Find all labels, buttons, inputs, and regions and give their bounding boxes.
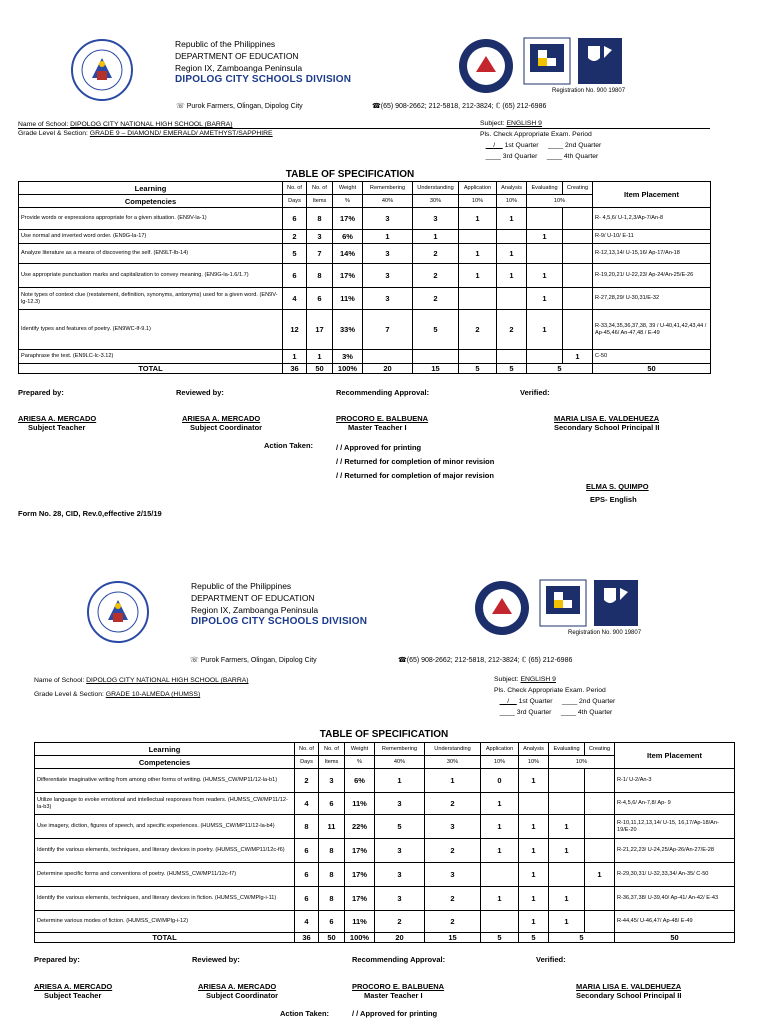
item-placement-cell: R-44,45/ U-46,47/ Ap-48/ E-49 — [615, 911, 735, 933]
understanding-cell: 3 — [425, 863, 481, 887]
divider — [18, 128, 710, 129]
competency-cell: Identify the various elements, techniques, and literary devices in poetry. (HUMSS_CW/MP11/12c-f6) — [35, 839, 295, 863]
items-cell: 8 — [307, 208, 333, 230]
evaluating-cell — [549, 793, 585, 815]
analysis-cell: 1 — [519, 911, 549, 933]
weight-cell: 11% — [333, 288, 363, 310]
weight-cell: 6% — [333, 230, 363, 244]
analysis-cell: 1 — [497, 208, 527, 230]
table-row — [19, 310, 711, 350]
table-row — [19, 350, 711, 364]
remembering-cell — [363, 350, 413, 364]
analysis-cell — [497, 350, 527, 364]
application-cell: 0 — [481, 769, 519, 793]
eps-signatory: ELMA S. QUIMPO EPS- English — [586, 482, 649, 504]
competency-cell: Utilize language to evoke emotional and intellectual responses from readers. (HUMSS_CW/MP11/12-la-b3) — [35, 793, 295, 815]
item-placement-cell: R-10,11,12,13,14/ U-15, 16,17/Ap-18/An-19/E-20 — [615, 815, 735, 839]
days-cell: 1 — [283, 350, 307, 364]
total-app-cell: 5 — [481, 933, 519, 943]
weight-cell: 3% — [333, 350, 363, 364]
principal-signatory: MARIA LISA E. VALDEHUEZA Secondary School Principal II — [576, 982, 682, 1000]
item-placement-cell: R-27,28,29/ U-30,31/E-32 — [593, 288, 711, 310]
evaluating-cell: 1 — [527, 264, 563, 288]
items-cell: 6 — [319, 793, 345, 815]
application-cell — [481, 911, 519, 933]
competency-cell: Identify types and features of poetry. (EN9WC-lf-9.1) — [19, 310, 283, 350]
evaluating-cell — [527, 350, 563, 364]
days-cell: 12 — [283, 310, 307, 350]
total-ip-cell: 50 — [615, 933, 735, 943]
table-row — [35, 769, 735, 793]
prepared-by-label: Prepared by: — [18, 388, 64, 397]
table-row — [35, 839, 735, 863]
letterhead: Republic of the Philippines DEPARTMENT OF EDUCATION Region IX, Zamboanga Peninsula DIPOLOG CITY SCHOOLS DIVISION Registration No. 900 19807 — [86, 580, 766, 640]
exam-period: Subject: ENGLISH 9 Pls. Check Appropriate Exam. Period __/__ 1st Quarter ____ 2nd Quarter ____ 3rd Quarter ____ 4th Quarter — [494, 676, 616, 716]
weight-cell: 14% — [333, 244, 363, 264]
competency-cell: Differentiate imaginative writing from among other forms of writing. (HUMSS_CW/MP11/12-la-b1) — [35, 769, 295, 793]
days-cell: 4 — [283, 288, 307, 310]
form-number: Form No. 28, CID, Rev.0,effective 2/15/19 — [18, 509, 162, 518]
application-cell: 1 — [459, 244, 497, 264]
days-cell: 4 — [295, 911, 319, 933]
understanding-cell: 2 — [425, 887, 481, 911]
items-cell: 3 — [307, 230, 333, 244]
item-placement-cell: R-4,5,6/ An-7,8/ Ap- 9 — [615, 793, 735, 815]
creating-cell — [585, 769, 615, 793]
address-text: ☏ Purok Farmers, Olingan, Dipolog City — [190, 657, 317, 664]
item-placement-cell: C-50 — [593, 350, 711, 364]
remembering-cell: 5 — [375, 815, 425, 839]
application-cell: 1 — [481, 793, 519, 815]
creating-cell — [585, 887, 615, 911]
reviewed-by-label: Reviewed by: — [192, 955, 240, 964]
days-cell: 6 — [295, 839, 319, 863]
action-taken-label: Action Taken: — [264, 441, 314, 450]
school-name: DIPOLOG CITY NATIONAL HIGH SCHOOL (BARRA) — [70, 121, 233, 128]
competency-cell: Use imagery, diction, figures of speech, and specific experiences. (HUMSS_CW/MP11/12-la-b4) — [35, 815, 295, 839]
understanding-cell: 1 — [425, 769, 481, 793]
weight-cell: 17% — [345, 887, 375, 911]
tos-table: Learning No. of No. of Weight Remembering Understanding Application Analysis Evaluating Creating Item Placement Competencies Days Items % 40% 30% 10% 10% 10% Provide words or expressions appropriate for a given situation. (EN9V-la-1) 6 8 17% 3 3 1 1 R- 4,5,6/ U-1,2,3/Ap-7/An-8 Use normal and inverted word order. (EN9G-la-17) 2 3 6% 1 1 1 R-9/ U-10/ E-11 Analyze literature as a means of discovering the self. (EN9LT-lb-14) 5 7 14% 3 2 1 1 R-12,13,14/ U-15,16/ Ap-17/An-18 Use appropriate punctuation marks and capitalization to convey meaning. (EN9G-la-1.6/1.7) 6 8 17% 3 2 1 1 1 R-19,20,21/ U-22,23/ Ap-24/An-25/E-26 Note types of context clue (restatement, definition, synonyms, antonyms) used for a given word. (EN9V-lg-12.3) 4 6 11% 3 2 1 R-27,28,29/ U-30,31/E-32 Identify types and features of poetry. (EN9WC-lf-9.1) 12 17 33% 7 5 2 2 1 R-33,34,35,36,37,38, 39 / U-40,41,42,43,44 / Ap-45,46/ An-47,48 / E-49 Paraphrase the text. (EN9LC-lc-3.12) 1 1 3% 1 C-50 TOTAL 36 50 100% 20 15 5 5 5 50 — [18, 181, 711, 374]
weight-cell: 17% — [345, 863, 375, 887]
verified-label: Verified: — [520, 388, 550, 397]
total-days-cell: 36 — [295, 933, 319, 943]
division-title: DIPOLOG CITY SCHOOLS DIVISION — [191, 616, 368, 627]
weight-cell: 11% — [345, 911, 375, 933]
item-placement-cell: R-19,20,21/ U-22,23/ Ap-24/An-25/E-26 — [593, 264, 711, 288]
item-placement-cell: R-12,13,14/ U-15,16/ Ap-17/An-18 — [593, 244, 711, 264]
competency-cell: Determine various modes of fiction. (HUMSS_CW/MPlg-i-12) — [35, 911, 295, 933]
evaluating-cell — [549, 863, 585, 887]
phone-icon: ☎ — [398, 657, 407, 664]
coordinator-signatory: ARIESA A. MERCADO Subject Coordinator — [182, 414, 263, 432]
school-info: Name of School: DIPOLOG CITY NATIONAL HIGH SCHOOL (BARRA) Grade Level & Section: GRADE 9 – DIAMOND/ EMERALD/ AMETHYST/SAPPHIRE — [18, 121, 273, 137]
evaluating-cell — [527, 244, 563, 264]
creating-cell — [585, 815, 615, 839]
republic-text: Republic of the Philippines — [175, 39, 276, 49]
understanding-cell: 2 — [413, 244, 459, 264]
division-title: DIPOLOG CITY SCHOOLS DIVISION — [175, 74, 352, 85]
items-cell: 8 — [319, 839, 345, 863]
items-cell: 7 — [307, 244, 333, 264]
items-cell: 6 — [319, 911, 345, 933]
weight-cell: 22% — [345, 815, 375, 839]
understanding-cell: 2 — [413, 288, 459, 310]
evaluating-cell: 1 — [549, 839, 585, 863]
tos-table: Learning No. of No. of Weight Remembering Understanding Application Analysis Evaluating Creating Item Placement Competencies Days Items % 40% 30% 10% 10% 10% Differentiate imaginative writing from among other forms of writing. (HUMSS_CW/MP11/12-la-b1) 2 3 6% 1 1 0 1 R-1/ U-2/An-3 Utilize language to evoke emotional and intellectual responses from readers. (HUMSS_CW/MP11/12-la-b3) 4 6 11% 3 2 1 R-4,5,6/ An-7,8/ Ap- 9 Use imagery, diction, figures of speech, and specific experiences. (HUMSS_CW/MP11/12-la-b4) 8 11 22% 5 3 1 1 1 R-10,11,12,13,14/ U-15, 16,17/Ap-18/An-19/E-20 Identify the various elements, techniques, and literary devices in poetry. (HUMSS_CW/MP11/12c-f6) 6 8 17% 3 2 1 1 1 R-21,22,23/ U-24,25/Ap-26/An-27/E-28 Determine specific forms and conventions of poetry. (HUMSS_CW/MP11/12c-f7) 6 8 17% 3 3 1 1 R-29,30,31/ U-32,33,34/ An-35/ C-50 Identify the various elements, techniques, and literary devices in fiction. (HUMSS_CW/MPlg-i-11) 6 8 17% 3 2 1 1 1 R-36,37,38/ U-39,40/ Ap-41/ An-42/ E-43 Determine various modes of fiction. (HUMSS_CW/MPlg-i-12) 4 6 11% 2 2 1 1 R-44,45/ U-46,47/ Ap-48/ E-49 TOTAL 36 50 100% 20 15 5 5 5 50 — [34, 742, 735, 943]
application-cell: 1 — [481, 839, 519, 863]
items-cell: 8 — [307, 264, 333, 288]
prepared-by-label: Prepared by: — [34, 955, 80, 964]
items-cell: 8 — [319, 887, 345, 911]
understanding-cell: 3 — [425, 815, 481, 839]
evaluating-cell: 1 — [549, 815, 585, 839]
analysis-cell: 1 — [497, 244, 527, 264]
days-cell: 6 — [283, 208, 307, 230]
total-app-cell: 5 — [459, 364, 497, 374]
analysis-cell: 1 — [519, 815, 549, 839]
analysis-cell: 1 — [497, 264, 527, 288]
creating-cell — [585, 911, 615, 933]
remembering-cell: 3 — [363, 244, 413, 264]
total-days-cell: 36 — [283, 364, 307, 374]
understanding-cell: 2 — [425, 911, 481, 933]
weight-cell: 33% — [333, 310, 363, 350]
grade-section: GRADE 9 – DIAMOND/ EMERALD/ AMETHYST/SAPPHIRE — [89, 130, 273, 137]
understanding-cell — [413, 350, 459, 364]
days-cell: 4 — [295, 793, 319, 815]
action-options: / / Approved for printing — [352, 1009, 438, 1018]
competency-cell: Provide words or expressions appropriate for a given situation. (EN9V-la-1) — [19, 208, 283, 230]
competency-cell: Use appropriate punctuation marks and capitalization to convey meaning. (EN9G-la-1.6/1.7) — [19, 264, 283, 288]
analysis-cell: 1 — [519, 769, 549, 793]
teacher-signatory: ARIESA A. MERCADO Subject Teacher — [34, 982, 113, 1000]
understanding-cell: 3 — [413, 208, 459, 230]
analysis-cell: 1 — [519, 863, 549, 887]
school-info: Name of School: DIPOLOG CITY NATIONAL HIGH SCHOOL (BARRA) Grade Level & Section: GRADE 10-ALMEDA (HUMSS) — [34, 677, 249, 698]
competency-cell: Use normal and inverted word order. (EN9G-la-17) — [19, 230, 283, 244]
coordinator-signatory: ARIESA A. MERCADO Subject Coordinator — [198, 982, 279, 1000]
table-row — [35, 815, 735, 839]
action-taken-label: Action Taken: — [280, 1009, 330, 1018]
total-items-cell: 50 — [307, 364, 333, 374]
item-placement-cell: R-9/ U-10/ E-11 — [593, 230, 711, 244]
master-teacher-signatory: PROCORO E. BALBUENA Master Teacher I — [352, 982, 445, 1000]
understanding-cell: 2 — [425, 793, 481, 815]
items-cell: 6 — [307, 288, 333, 310]
total-weight-cell: 100% — [333, 364, 363, 374]
recommending-label: Recommending Approval: — [336, 388, 430, 397]
creating-cell — [563, 244, 593, 264]
analysis-cell: 1 — [519, 839, 549, 863]
evaluating-cell: 1 — [527, 310, 563, 350]
evaluating-cell: 1 — [549, 911, 585, 933]
application-cell: 1 — [481, 887, 519, 911]
total-ana-cell: 5 — [519, 933, 549, 943]
department-text: DEPARTMENT OF EDUCATION — [175, 51, 299, 61]
total-row — [35, 933, 735, 943]
item-placement-cell: R-1/ U-2/An-3 — [615, 769, 735, 793]
creating-cell — [563, 264, 593, 288]
analysis-cell — [497, 230, 527, 244]
table-row — [35, 793, 735, 815]
items-cell: 1 — [307, 350, 333, 364]
remembering-cell: 1 — [363, 230, 413, 244]
application-cell: 1 — [481, 815, 519, 839]
items-cell: 11 — [319, 815, 345, 839]
evaluating-cell: 1 — [527, 288, 563, 310]
table-row — [19, 244, 711, 264]
recommending-label: Recommending Approval: — [352, 955, 446, 964]
analysis-cell: 2 — [497, 310, 527, 350]
total-row — [19, 364, 711, 374]
table-row — [19, 288, 711, 310]
remembering-cell: 3 — [363, 288, 413, 310]
table-row — [19, 264, 711, 288]
evaluating-cell — [549, 769, 585, 793]
creating-cell — [585, 793, 615, 815]
remembering-cell: 3 — [363, 264, 413, 288]
weight-cell: 6% — [345, 769, 375, 793]
items-cell: 17 — [307, 310, 333, 350]
application-cell — [459, 230, 497, 244]
creating-cell — [563, 230, 593, 244]
tos-title: TABLE OF SPECIFICATION — [285, 169, 415, 180]
phone-text: ☎(65) 908-2662; 212-5818, 212-3824; ℂ (65) 212-6986 — [398, 657, 573, 664]
competency-cell: Paraphrase the text. (EN9LC-lc-3.12) — [19, 350, 283, 364]
table-row — [19, 230, 711, 244]
tos-document-2 — [0, 544, 768, 1024]
remembering-cell: 1 — [375, 769, 425, 793]
total-und-cell: 15 — [425, 933, 481, 943]
days-cell: 2 — [295, 769, 319, 793]
remembering-cell: 7 — [363, 310, 413, 350]
teacher-signatory: ARIESA A. MERCADO Subject Teacher — [18, 414, 97, 432]
total-label-cell: TOTAL — [19, 364, 283, 374]
items-cell: 8 — [319, 863, 345, 887]
total-weight-cell: 100% — [345, 933, 375, 943]
phone-text: ☎(65) 908-2662; 212-5818, 212-3824; ℂ (65) 212-6986 — [372, 103, 547, 110]
days-cell: 6 — [295, 887, 319, 911]
competency-cell: Analyze literature as a means of discovering the self. (EN9LT-lb-14) — [19, 244, 283, 264]
total-eva-cell: 5 — [549, 933, 615, 943]
action-options: / / Approved for printing / / Returned for completion of minor revision / / Returned for completion of major revision — [336, 443, 495, 480]
letterhead-text — [175, 38, 351, 86]
days-cell: 6 — [283, 264, 307, 288]
understanding-cell: 2 — [425, 839, 481, 863]
total-items-cell: 50 — [319, 933, 345, 943]
item-placement-cell: R-21,22,23/ U-24,25/Ap-26/An-27/E-28 — [615, 839, 735, 863]
evaluating-cell: 1 — [549, 887, 585, 911]
remembering-cell: 3 — [363, 208, 413, 230]
table-row — [19, 208, 711, 230]
understanding-cell: 5 — [413, 310, 459, 350]
verified-label: Verified: — [536, 955, 566, 964]
region-text: Region IX, Zamboanga Peninsula — [175, 63, 303, 73]
items-cell: 3 — [319, 769, 345, 793]
creating-cell: 1 — [563, 350, 593, 364]
reviewed-by-label: Reviewed by: — [176, 388, 224, 397]
principal-signatory: MARIA LISA E. VALDEHUEZA Secondary School Principal II — [554, 414, 660, 432]
exam-period: Subject: ENGLISH 9 Pls. Check Appropriate Exam. Period __/__ 1st Quarter ____ 2nd Quarter ____ 3rd Quarter ____ 4th Quarter — [480, 120, 602, 160]
letterhead — [70, 38, 750, 98]
table-row — [35, 863, 735, 887]
competency-cell: Determine specific forms and conventions of poetry. (HUMSS_CW/MP11/12c-f7) — [35, 863, 295, 887]
application-cell — [481, 863, 519, 887]
total-ana-cell: 5 — [497, 364, 527, 374]
total-eva-cell: 5 — [527, 364, 593, 374]
table-row — [35, 887, 735, 911]
application-cell — [459, 350, 497, 364]
weight-cell: 17% — [345, 839, 375, 863]
total-ip-cell: 50 — [593, 364, 711, 374]
analysis-cell — [497, 288, 527, 310]
item-placement-cell: R-36,37,38/ U-39,40/ Ap-41/ An-42/ E-43 — [615, 887, 735, 911]
creating-cell: 1 — [585, 863, 615, 887]
competency-cell: Identify the various elements, techniques, and literary devices in fiction. (HUMSS_CW/MPlg-i-11) — [35, 887, 295, 911]
weight-cell: 17% — [333, 208, 363, 230]
weight-cell: 11% — [345, 793, 375, 815]
address-text: ☏ Purok Farmers, Olingan, Dipolog City — [176, 103, 303, 110]
competency-cell: Note types of context clue (restatement, definition, synonyms, antonyms) used for a given word. (EN9V-lg-12.3) — [19, 288, 283, 310]
letterhead-text: Republic of the Philippines DEPARTMENT OF EDUCATION Region IX, Zamboanga Peninsula DIPOLOG CITY SCHOOLS DIVISION — [191, 581, 368, 627]
item-placement-cell: R-33,34,35,36,37,38, 39 / U-40,41,42,43,44 / Ap-45,46/ An-47,48 / E-49 — [593, 310, 711, 350]
evaluating-cell: 1 — [527, 230, 563, 244]
evaluating-cell — [527, 208, 563, 230]
item-placement-cell: R-29,30,31/ U-32,33,34/ An-35/ C-50 — [615, 863, 735, 887]
total-rem-cell: 20 — [375, 933, 425, 943]
remembering-cell: 3 — [375, 887, 425, 911]
remembering-cell: 2 — [375, 911, 425, 933]
tos-title: TABLE OF SPECIFICATION — [319, 729, 449, 740]
weight-cell: 17% — [333, 264, 363, 288]
days-cell: 2 — [283, 230, 307, 244]
remembering-cell: 3 — [375, 839, 425, 863]
days-cell: 8 — [295, 815, 319, 839]
analysis-cell — [519, 793, 549, 815]
creating-cell — [563, 288, 593, 310]
application-cell: 1 — [459, 208, 497, 230]
remembering-cell: 3 — [375, 793, 425, 815]
creating-cell — [585, 839, 615, 863]
registration-number: Registration No. 900 19807 — [552, 88, 626, 94]
creating-cell — [563, 208, 593, 230]
days-cell: 6 — [295, 863, 319, 887]
location-icon: ☏ — [176, 103, 187, 110]
total-rem-cell: 20 — [363, 364, 413, 374]
master-teacher-signatory: PROCORO E. BALBUENA Master Teacher I — [336, 414, 429, 432]
understanding-cell: 2 — [413, 264, 459, 288]
analysis-cell: 1 — [519, 887, 549, 911]
location-icon: ☏ — [190, 657, 201, 664]
deped-seal-icon — [70, 38, 134, 102]
application-cell — [459, 288, 497, 310]
application-cell: 1 — [459, 264, 497, 288]
remembering-cell: 3 — [375, 863, 425, 887]
days-cell: 5 — [283, 244, 307, 264]
understanding-cell: 1 — [413, 230, 459, 244]
total-label-cell: TOTAL — [35, 933, 295, 943]
item-placement-cell: R- 4,5,6/ U-1,2,3/Ap-7/An-8 — [593, 208, 711, 230]
phone-icon: ☎ — [372, 103, 381, 110]
table-row — [35, 911, 735, 933]
application-cell: 2 — [459, 310, 497, 350]
total-und-cell: 15 — [413, 364, 459, 374]
creating-cell — [563, 310, 593, 350]
deped-seal-icon — [86, 580, 150, 644]
